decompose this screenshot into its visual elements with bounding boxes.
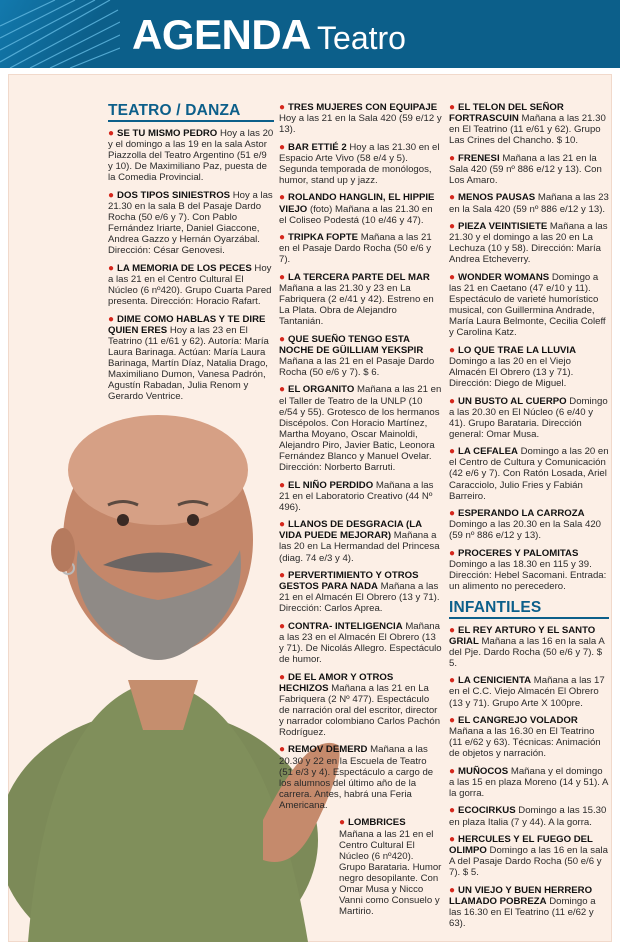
listing-details: Mañana a las 23 en el Almacén El Obrero (13 y 71). De Nicolás Allegro. Espectáculo de humor. [279, 620, 442, 666]
listing-entry [279, 192, 442, 225]
listing-title: LA MEMORIA DE LOS PECES [117, 262, 252, 274]
listing-details: Domingo a las 20 en el Centro de Cultura y Comunicación (42 e/6 y 7). Con Ratón Losada, Ariel Caracciolo, Julio Fries y Fabián Barreiro. [449, 446, 609, 502]
bullet-icon: ● [279, 232, 286, 244]
listing-details: Mañana a las 20 en La Hermandad del Princesa (diag. 74 e/3 y 4). [279, 530, 440, 564]
listing-details: Domingo a las 15.30 en plaza Italia (7 y 44). A la gorra. [449, 805, 607, 828]
listing-details: Mañana a las 17 en el C.C. Viejo Almacén El Obrero (13 y 71). Grupo Arte X 100pre. [449, 675, 605, 709]
listing-entry [279, 621, 442, 665]
listing-details: Mañana a las 16 en la sala A del Pje. Dardo Rocha (50 e/6 y 7). $ 5. [449, 635, 605, 669]
listing-title: PROCERES Y PALOMITAS [458, 547, 579, 559]
listing-entry [108, 263, 274, 307]
listing-entry [449, 715, 609, 759]
bullet-icon: ● [108, 262, 115, 274]
listing-title: TRES MUJERES CON EQUIPAJE [288, 102, 438, 113]
listing-title: LLANOS DE DESGRACIA (LA VIDA PUEDE MEJORAR) [279, 519, 422, 542]
listing-details: (foto) Mañana a las 21.30 en el Coliseo Podestá (10 e/46 y 47). [279, 203, 433, 226]
listing-entry [449, 153, 609, 186]
listing-entry [449, 548, 609, 592]
listing-details: Domingo a las 20.30 en la Sala 420 (59 nº 886 e/12 y 13). [449, 519, 602, 542]
bullet-icon: ● [449, 192, 456, 204]
bullet-icon: ● [279, 271, 286, 283]
listing-entry [449, 508, 609, 541]
listing-entry [279, 519, 442, 563]
listing-title: UN BUSTO AL CUERPO [458, 395, 567, 407]
listing-entry [279, 744, 442, 811]
listing-entry [279, 384, 442, 473]
page-header [0, 0, 620, 68]
listing-entry [449, 446, 609, 501]
bullet-icon: ● [279, 102, 286, 113]
column-1 [108, 102, 274, 409]
listing-title: PIEZA VEINTISIETE [458, 221, 548, 233]
listing-details: Mañana a las 21 en La Fabriquera (2 Nº 477). Espectáculo de narración oral del escritor, director y narrador colombiano Carlos Pachón Rodríguez. [279, 682, 441, 738]
listing-details: Mañana a las 21.30 y 23 en La Fabriquera (2 e/41 y 42). Estreno en La Plata. Obra de Alejandro Tantanián. [279, 282, 434, 328]
listing-title: DIME COMO HABLAS Y TE DIRE QUIEN ERES [108, 313, 266, 336]
listing-entry [449, 834, 609, 878]
listing-entry [449, 102, 609, 146]
listing-details: Mañana a las 21.30 y el domingo a las 20 en La Lechuza (10 y 58). Dirección: María Andrea Etcheverry. [449, 221, 608, 266]
listing-title: EL CANGREJO VOLADOR [458, 715, 578, 726]
listing-entry [279, 672, 442, 739]
bullet-icon: ● [449, 765, 456, 777]
listing-entry [108, 190, 274, 257]
bullet-icon: ● [279, 141, 286, 153]
listing-entry [279, 480, 442, 513]
listing-details: Mañana a las 21 en el Laboratorio Creativo (44 Nº 496). [279, 479, 434, 513]
listing-entry [279, 102, 442, 135]
listing-details: Mañana a las 16.30 en El Teatrino (11 e/62 y 63). Técnicas: Animación de objetos y narración. [449, 726, 601, 760]
listing-title: LA CENICIENTA [458, 675, 532, 687]
listing-title: CONTRA- INTELIGENCIA [288, 620, 403, 632]
listing-details: Domingo a las 18.30 en 115 y 39. Dirección: Hebel Sacomani. Entrada: un alimento no perecedero. [449, 558, 607, 593]
listing-title: MUÑOCOS [458, 765, 509, 777]
bullet-icon: ● [108, 189, 115, 201]
listing-entry [449, 885, 609, 929]
listing-entry [279, 817, 442, 917]
listing-title: EL NIÑO PERDIDO [288, 479, 374, 491]
column-3 [449, 102, 609, 936]
listing-title: EL ORGANITO [288, 384, 355, 396]
listing-title: WONDER WOMANS [458, 271, 550, 283]
listing-entry [449, 272, 609, 339]
listing-entry [449, 396, 609, 440]
listing-entry [279, 272, 442, 327]
title-sub: Teatro [317, 20, 406, 56]
bullet-icon: ● [279, 744, 286, 756]
listing-details: Domingo a las 21 en Caetano (47 e/10 y 11). Espectáculo de varieté humorístico musical, con Guillermina Andrade, María Laura Belmonte, Cecilia Coleff y Carolina Katz. [449, 271, 606, 339]
listing-title: TRIPKA FOPTE [288, 232, 359, 244]
listing-details: Hoy a las 23 en El Teatrino (11 e/61 y 62). Autoría: María Laura Barinaga. Actúan: María Laura Barinaga, Martín Díaz, Natalia Drago, Maximiliano Dumon, Vanesa Padrón, Agustín Rabadan, Julia Renom y Gerardo Ventrice. [108, 324, 269, 403]
bullet-icon: ● [279, 192, 286, 204]
listing-entry [449, 192, 609, 214]
palm-leaf-graphic [0, 0, 120, 68]
listing-title: LA TERCERA PARTE DEL MAR [288, 271, 430, 283]
listing-entry [449, 345, 609, 389]
listing-details: Mañana a las 21 en el Pasaje Dardo Rocha (50 e/6 y 7). [279, 232, 432, 266]
listing-title: SE TU MISMO PEDRO [117, 128, 218, 139]
bullet-icon: ● [279, 620, 286, 632]
listing-details: Domingo a las 20.30 en El Núcleo (6 e/40 y 41). Grupo Barataria. Dirección general: Omar Musa. [449, 395, 608, 440]
bullet-icon: ● [449, 344, 456, 356]
listing-title: HERCULES Y EL FUEGO DEL OLIMPO [449, 834, 593, 857]
bullet-icon: ● [449, 395, 456, 407]
listing-entry [108, 314, 274, 403]
listing-title: FRENESI [458, 152, 500, 164]
bullet-icon: ● [449, 102, 456, 113]
listing-entry [449, 805, 609, 827]
bullet-icon: ● [108, 128, 115, 139]
bullet-icon: ● [279, 479, 286, 491]
bullet-icon: ● [449, 446, 456, 458]
listing-details: Hoy a las 21.30 en el Espacio Arte Vivo (58 e/4 y 5). Segunda temporada de monólogos, humor, stand up y jazz. [279, 141, 440, 186]
bullet-icon: ● [279, 671, 286, 683]
listing-entry [449, 625, 609, 669]
bullet-icon: ● [449, 805, 456, 817]
section-infantiles: INFANTILES [449, 599, 609, 619]
listing-entry [279, 334, 442, 378]
bullet-icon: ● [339, 817, 346, 829]
listing-details: Mañana a las 23 en la Sala 420 (59 nº 886 e/12 y 13). [449, 192, 609, 215]
listing-entry [279, 142, 442, 186]
listing-entry [449, 766, 609, 799]
listing-details: Domingo a las 20 en el Viejo Almacén El Obrero (13 y 71). Dirección: Diego de Miguel. [449, 355, 574, 390]
listing-title: DE EL AMOR Y OTROS HECHIZOS [279, 671, 394, 694]
bullet-icon: ● [449, 675, 456, 687]
listing-title: EL TELON DEL SEÑOR FORTRASCUIN [449, 102, 564, 125]
listing-title: LOMBRICES [348, 817, 406, 829]
listing-title: LO QUE TRAE LA LLUVIA [458, 344, 577, 356]
listing-title: MENOS PAUSAS [458, 192, 536, 204]
bullet-icon: ● [279, 569, 286, 581]
section-teatro-danza: TEATRO / DANZA [108, 102, 274, 122]
listing-title: ECOCIRKUS [458, 805, 516, 817]
bullet-icon: ● [449, 152, 456, 164]
listing-details: Mañana a las 21 en el Pasaje Dardo Rocha (50 e/6 y 7). $ 6. [279, 355, 435, 378]
bullet-icon: ● [449, 624, 456, 636]
bullet-icon: ● [279, 519, 286, 531]
listing-details: Mañana a las 21 en la Sala 420 (59 nº 886 e/12 y 13). Con Los Amaro. [449, 152, 602, 186]
listing-title: UN VIEJO Y BUEN HERRERO LLAMADO POBREZA [449, 884, 593, 907]
listing-details: Mañana a las 21 en el Taller de Teatro de la UNLP (10 e/54 y 55). Grotesco de los hermanos Discépolos. Con Horacio Martínez, Martha Moyano, Oscar Mainoldi, Alejandro Piro, Javier Batic, Leonora Fernández Blanco y Manuel Ovelar. Dirección: Norberto Barruti. [279, 384, 442, 474]
bullet-icon: ● [279, 384, 286, 396]
listing-details: Domingo a las 16.30 en El Teatrino (11 e/62 y 63). [449, 895, 596, 930]
bullet-icon: ● [279, 333, 286, 345]
listing-title: REMOV DEMERD [288, 744, 368, 756]
column-2 [279, 102, 442, 924]
title-main: AGENDA [132, 11, 312, 58]
listing-title: ROLANDO HANGLIN, EL HIPPIE VIEJO [279, 192, 435, 215]
bullet-icon: ● [108, 313, 115, 325]
listing-title: QUE SUEÑO TENGO ESTA NOCHE DE GÜILLIAM YEKSPIR [279, 333, 424, 356]
listing-details: Hoy a las 20 y el domingo a las 19 en la sala Astor Piazzolla del Teatro Argentino (51 e/9 y 10). De Maximiliano Paz, puesta de la Comedia Provincial. [108, 128, 274, 184]
listing-details: Mañana a las 21 en el Almacén El Obrero (13 y 71). Dirección: Carlos Aprea. [279, 581, 440, 615]
listing-title: PERVERTIMIENTO Y OTROS GESTOS PARA NADA [279, 569, 419, 593]
listing-details: Mañana a las 20.30 y 22 en la Escuela de Teatro (51 e/3 y 4). Espectáculo a cargo de los alumnos del último año de la carrera. Antes, habrá una Feria Americana. [279, 744, 434, 811]
listing-title: BAR ETTIÉ 2 [288, 141, 347, 153]
bullet-icon: ● [449, 715, 456, 726]
listing-entry [108, 128, 274, 183]
listing-entry [449, 221, 609, 265]
listing-details: Hoy a las 21 en el Centro Cultural El Núcleo (6 nº420). Grupo Cuarta Pared presenta. Dirección: Horacio Rafart. [108, 262, 272, 308]
listing-entry [279, 232, 442, 265]
bullet-icon: ● [449, 834, 456, 846]
listing-details: Mañana a las 21 en el Centro Cultural El Núcleo (6 nº420). Grupo Barataria. Humor negro desopilante. Con Omar Musa y Nicco Vanni como Consuelo y Martirio. [339, 828, 442, 918]
listing-entry [279, 570, 442, 614]
bullet-icon: ● [449, 271, 456, 283]
bullet-icon: ● [449, 884, 456, 896]
listing-title: LA CEFALEA [458, 446, 518, 458]
listing-title: EL REY ARTURO Y EL SANTO GRIAL [449, 624, 596, 647]
listing-details: Mañana a las 21.30 en El Teatrino (11 e/61 y 62). Grupo Las Crines del Chancho. $ 10. [449, 113, 606, 147]
listing-title: ESPERANDO LA CARROZA [458, 508, 585, 520]
listing-details: Hoy a las 21.30 en la sala B del Pasaje Dardo Rocha (50 e/6 y 7). Con Pablo Fernández Iriarte, Daniel Giaccone, Andrea Gazzo y Hernán Oyarzábal. Dirección: César Genovesi. [108, 189, 273, 257]
listing-title: DOS TIPOS SINIESTROS [117, 189, 231, 201]
listing-entry [449, 675, 609, 708]
listing-details: Mañana y el domingo a las 15 en plaza Moreno (14 y 51). A la gorra. [449, 765, 608, 799]
bullet-icon: ● [449, 547, 456, 559]
bullet-icon: ● [449, 508, 456, 520]
page-title [132, 11, 406, 58]
bullet-icon: ● [449, 221, 456, 233]
listing-details: Hoy a las 21 en la Sala 420 (59 e/12 y 13). [279, 113, 442, 136]
listing-details: Domingo a las 16 en la sala A del Pasaje Dardo Rocha (50 e/6 y 7). $ 5. [449, 845, 608, 879]
